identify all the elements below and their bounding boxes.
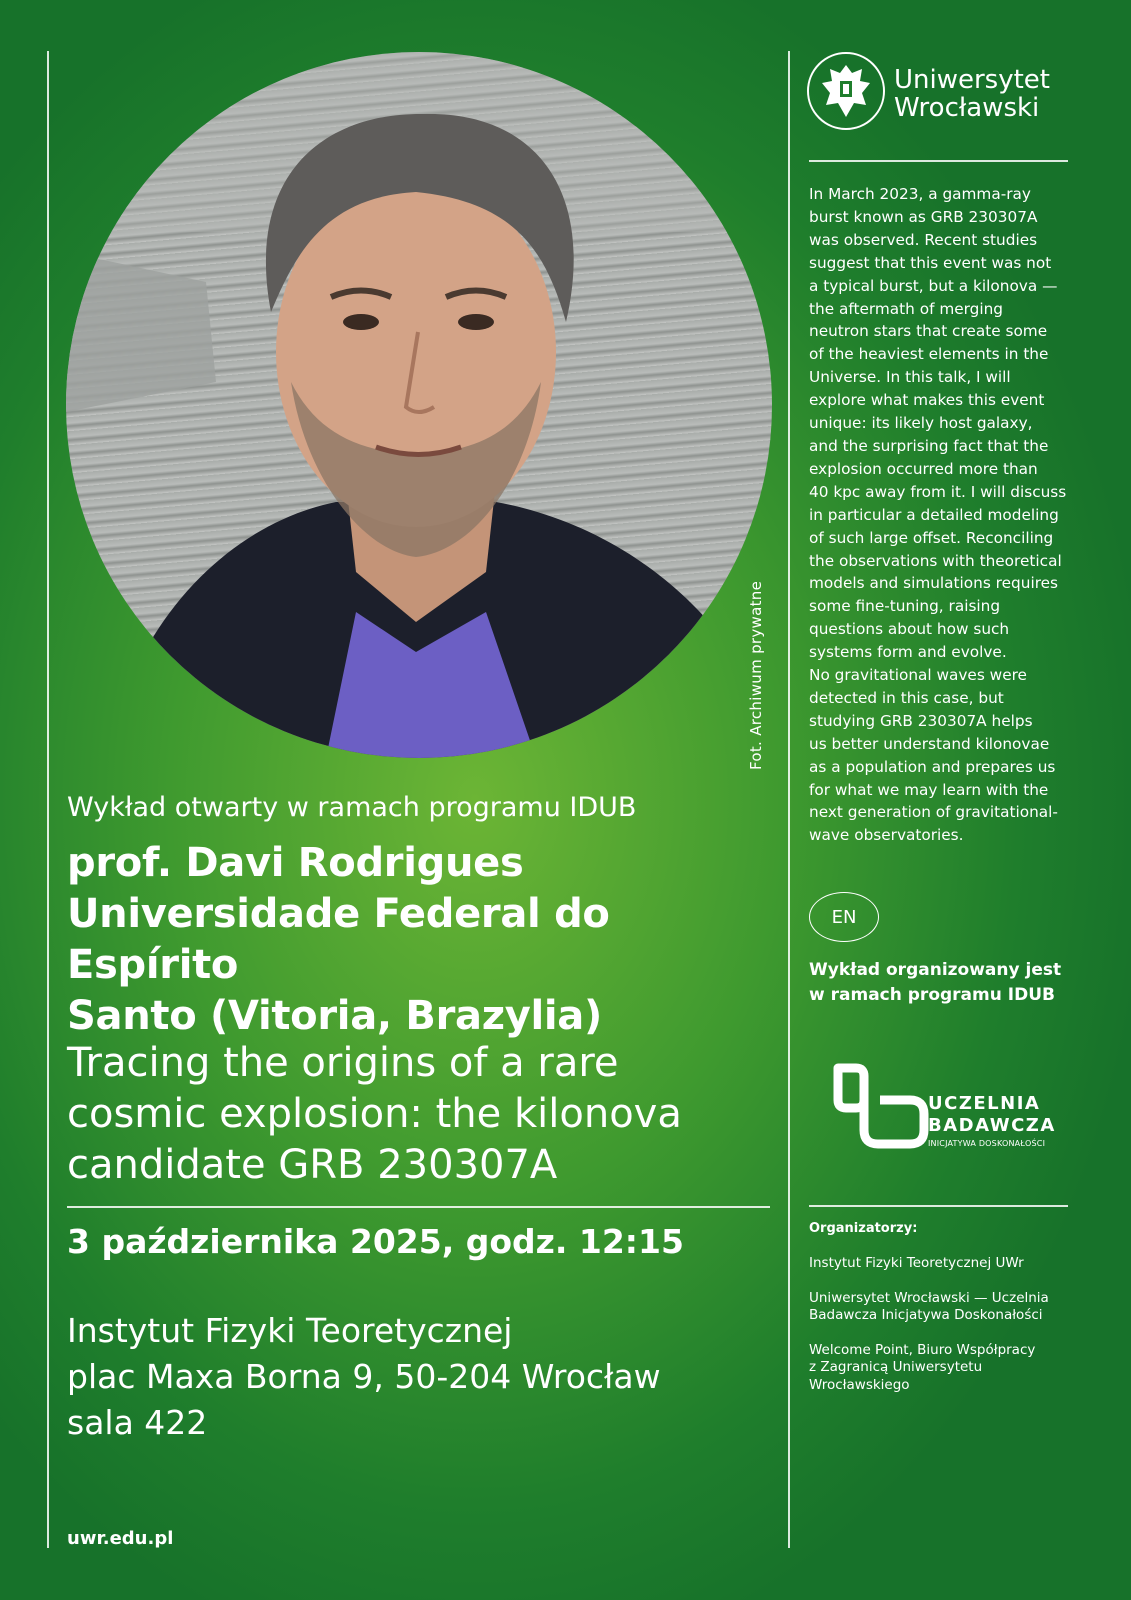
- university-eagle-logo-icon: [806, 51, 886, 131]
- abstract-line: wave observatories.: [809, 826, 964, 845]
- abstract-line: as a population and prepares us: [809, 757, 1056, 776]
- location-line: plac Maxa Borna 9, 50-204 Wrocław: [67, 1357, 661, 1396]
- abstract-line: was observed. Recent studies: [809, 230, 1038, 249]
- organizer-line: Instytut Fizyki Teoretycznej UWr: [809, 1255, 1024, 1271]
- university-name-line: Wrocławski: [894, 93, 1040, 123]
- abstract-line: the aftermath of merging: [809, 299, 1004, 318]
- abstract-line: studying GRB 230307A helps: [809, 711, 1033, 730]
- university-name-line: Uniwersytet: [894, 65, 1050, 95]
- website-link[interactable]: uwr.edu.pl: [67, 1528, 174, 1549]
- organizer-line: Welcome Point, Biuro Współpracy: [809, 1341, 1036, 1358]
- speaker-photo: [66, 52, 772, 758]
- abstract-line: unique: its likely host galaxy,: [809, 414, 1033, 433]
- idub-logo-icon: [830, 1060, 930, 1152]
- abstract-line: of the heaviest elements in the: [809, 345, 1049, 364]
- portrait-illustration: [66, 52, 772, 758]
- organizers-divider: [809, 1205, 1068, 1207]
- abstract-line: Universe. In this talk, I will: [809, 368, 1011, 387]
- organizer-line: Uniwersytet Wrocławski — Uczelnia: [809, 1289, 1049, 1306]
- speaker-affiliation-line: Santo (Vitoria, Brazylia): [67, 993, 602, 1039]
- organizers-list: [809, 1255, 1079, 1411]
- title-divider: [67, 1206, 770, 1208]
- organizer-line: Badawcza Inicjatywa Doskonałości: [809, 1307, 1043, 1323]
- abstract-line: for what we may learn with the: [809, 780, 1049, 799]
- talk-title: [67, 1038, 767, 1191]
- right-vertical-rule: [788, 51, 790, 1548]
- talk-abstract: [809, 183, 1071, 847]
- location-line: sala 422: [67, 1403, 208, 1442]
- abstract-line: 40 kpc away from it. I will discuss: [809, 482, 1067, 501]
- speaker-block: [67, 838, 767, 1042]
- abstract-line: burst known as GRB 230307A: [809, 207, 1038, 226]
- abstract-line: questions about how such: [809, 620, 1010, 639]
- idub-tagline: INICJATYWA DOSKONAŁOŚCI: [928, 1139, 1046, 1148]
- program-note-line: w ramach programu IDUB: [809, 985, 1055, 1005]
- organizer-line: z Zagranicą Uniwersytetu: [809, 1359, 983, 1375]
- abstract-line: some fine-tuning, raising: [809, 597, 1001, 616]
- organizers-heading: Organizatorzy:: [809, 1221, 918, 1236]
- abstract-line: and the surprising fact that the: [809, 436, 1049, 455]
- abstract-line: us better understand kilonovae: [809, 734, 1050, 753]
- photo-credit: Fot. Archiwum prywatne: [747, 580, 765, 770]
- university-name: [894, 66, 1050, 122]
- abstract-line: explosion occurred more than: [809, 459, 1038, 478]
- idub-wordmark-line: UCZELNIA: [928, 1093, 1041, 1114]
- abstract-line: models and simulations requires: [809, 574, 1059, 593]
- logo-divider: [809, 160, 1068, 162]
- speaker-name: prof. Davi Rodrigues: [67, 840, 524, 886]
- abstract-line: a typical burst, but a kilonova —: [809, 276, 1058, 295]
- organizer-item: [809, 1342, 1079, 1395]
- program-note-line: Wykład organizowany jest: [809, 960, 1062, 980]
- organizer-item: [809, 1290, 1079, 1325]
- abstract-line: the observations with theoretical: [809, 551, 1062, 570]
- abstract-line: detected in this case, but: [809, 688, 1004, 707]
- talk-title-line: cosmic explosion: the kilonova: [67, 1091, 682, 1137]
- location-line: Instytut Fizyki Teoretycznej: [67, 1311, 513, 1350]
- left-vertical-rule: [47, 51, 49, 1548]
- event-location: [67, 1308, 661, 1446]
- speaker-affiliation-line: Universidade Federal do Espírito: [67, 891, 610, 988]
- abstract-line: In March 2023, a gamma-ray: [809, 185, 1031, 203]
- language-badge: EN: [809, 892, 879, 942]
- abstract-line: explore what makes this event: [809, 391, 1045, 410]
- abstract-line: suggest that this event was not: [809, 253, 1052, 272]
- idub-wordmark: [928, 1093, 1056, 1137]
- abstract-line: neutron stars that create some: [809, 322, 1048, 341]
- idub-wordmark-line: BADAWCZA: [928, 1115, 1056, 1136]
- organizer-line: Wrocławskiego: [809, 1376, 910, 1393]
- event-subtitle: Wykład otwarty w ramach programu IDUB: [67, 792, 637, 823]
- abstract-line: of such large offset. Reconciling: [809, 528, 1054, 547]
- talk-title-line: Tracing the origins of a rare: [67, 1040, 619, 1086]
- organizer-item: [809, 1255, 1079, 1273]
- program-note: [809, 958, 1069, 1008]
- event-date: 3 października 2025, godz. 12:15: [67, 1222, 684, 1261]
- talk-title-line: candidate GRB 230307A: [67, 1142, 558, 1188]
- abstract-line: systems form and evolve.: [809, 643, 1007, 662]
- abstract-line: in particular a detailed modeling: [809, 505, 1059, 524]
- abstract-line: No gravitational waves were: [809, 666, 1027, 685]
- abstract-line: next generation of gravitational-: [809, 803, 1058, 822]
